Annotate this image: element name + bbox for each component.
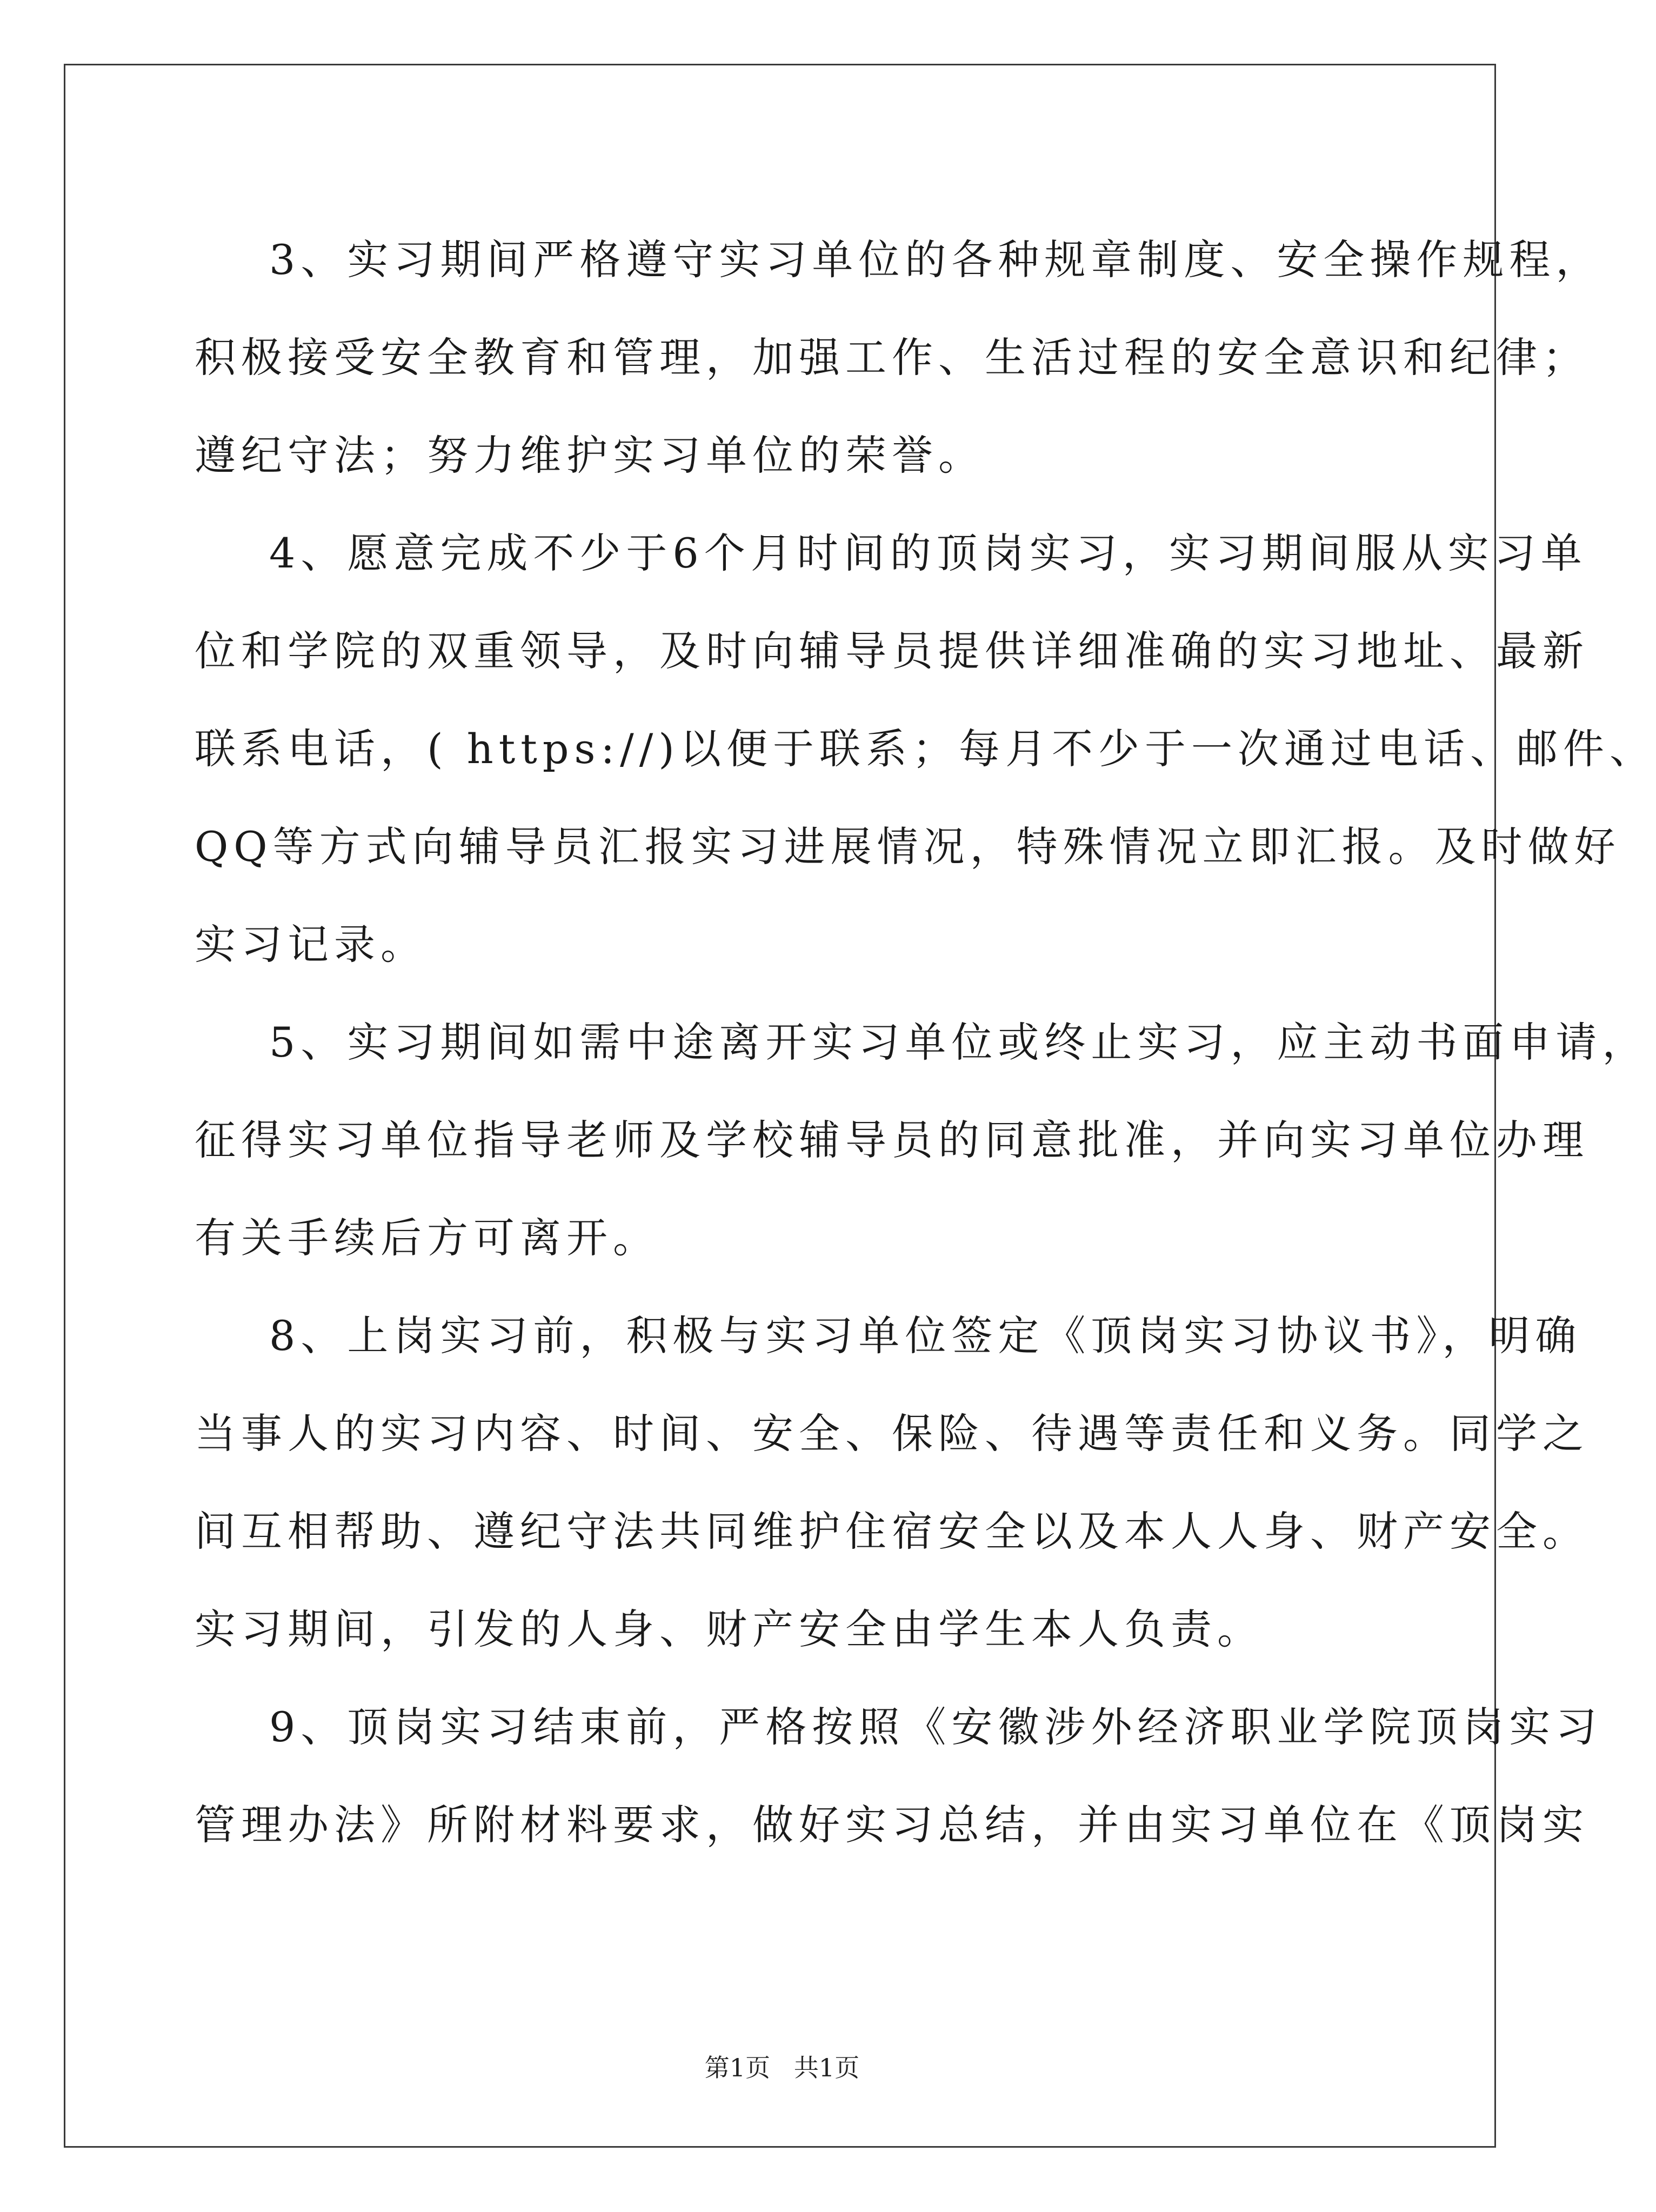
paragraph-4-line-1: 8、上岗实习前，积极与实习单位签定《顶岗实习协议书》，明确 (269, 1312, 1582, 1360)
paragraph-2-line-2: 位和学院的双重领导，及时向辅导员提供详细准确的实习地址、最新 (195, 627, 1589, 675)
paragraph-4-line-4: 实习期间，引发的人身、财产安全由学生本人负责。 (195, 1605, 1264, 1653)
paragraph-3-line-1: 5、实习期间如需中途离开实习单位或终止实习，应主动书面申请， (269, 1018, 1649, 1066)
paragraph-3-line-2: 征得实习单位指导老师及学校辅导员的同意批准，并向实习单位办理 (195, 1116, 1589, 1164)
paragraph-1-line-2: 积极接受安全教育和管理，加强工作、生活过程的安全意识和纪律； (195, 333, 1589, 382)
paragraph-2-line-3: 联系电话，( https://)以便于联系；每月不少于一次通过电话、邮件、 (195, 725, 1656, 773)
paragraph-4-line-3: 间互相帮助、遵纪守法共同维护住宿安全以及本人人身、财产安全。 (195, 1507, 1589, 1555)
document-body (195, 211, 1656, 1874)
paragraph-5-line-2: 管理办法》所附材料要求，做好实习总结，并由实习单位在《顶岗实 (195, 1801, 1589, 1849)
paragraph-4-line-2: 当事人的实习内容、时间、安全、保险、待遇等责任和义务。同学之 (195, 1409, 1589, 1458)
paragraph-2-line-1: 4、愿意完成不少于6个月时间的顶岗实习，实习期间服从实习单 (269, 529, 1587, 577)
paragraph-1-line-3: 遵纪守法；努力维护实习单位的荣誉。 (195, 431, 985, 479)
paragraph-1-line-1: 3、实习期间严格遵守实习单位的各种规章制度、安全操作规程， (269, 236, 1602, 284)
paragraph-5-line-1: 9、顶岗实习结束前，严格按照《安徽涉外经济职业学院顶岗实习 (269, 1703, 1602, 1751)
page-number-footer: 第1页 共1页 (704, 2053, 860, 2082)
paragraph-3-line-3: 有关手续后方可离开。 (195, 1214, 659, 1262)
paragraph-2-line-4: QQ等方式向辅导员汇报实习进展情况，特殊情况立即汇报。及时做好 (195, 823, 1621, 871)
paragraph-2-line-5: 实习记录。 (195, 920, 427, 968)
